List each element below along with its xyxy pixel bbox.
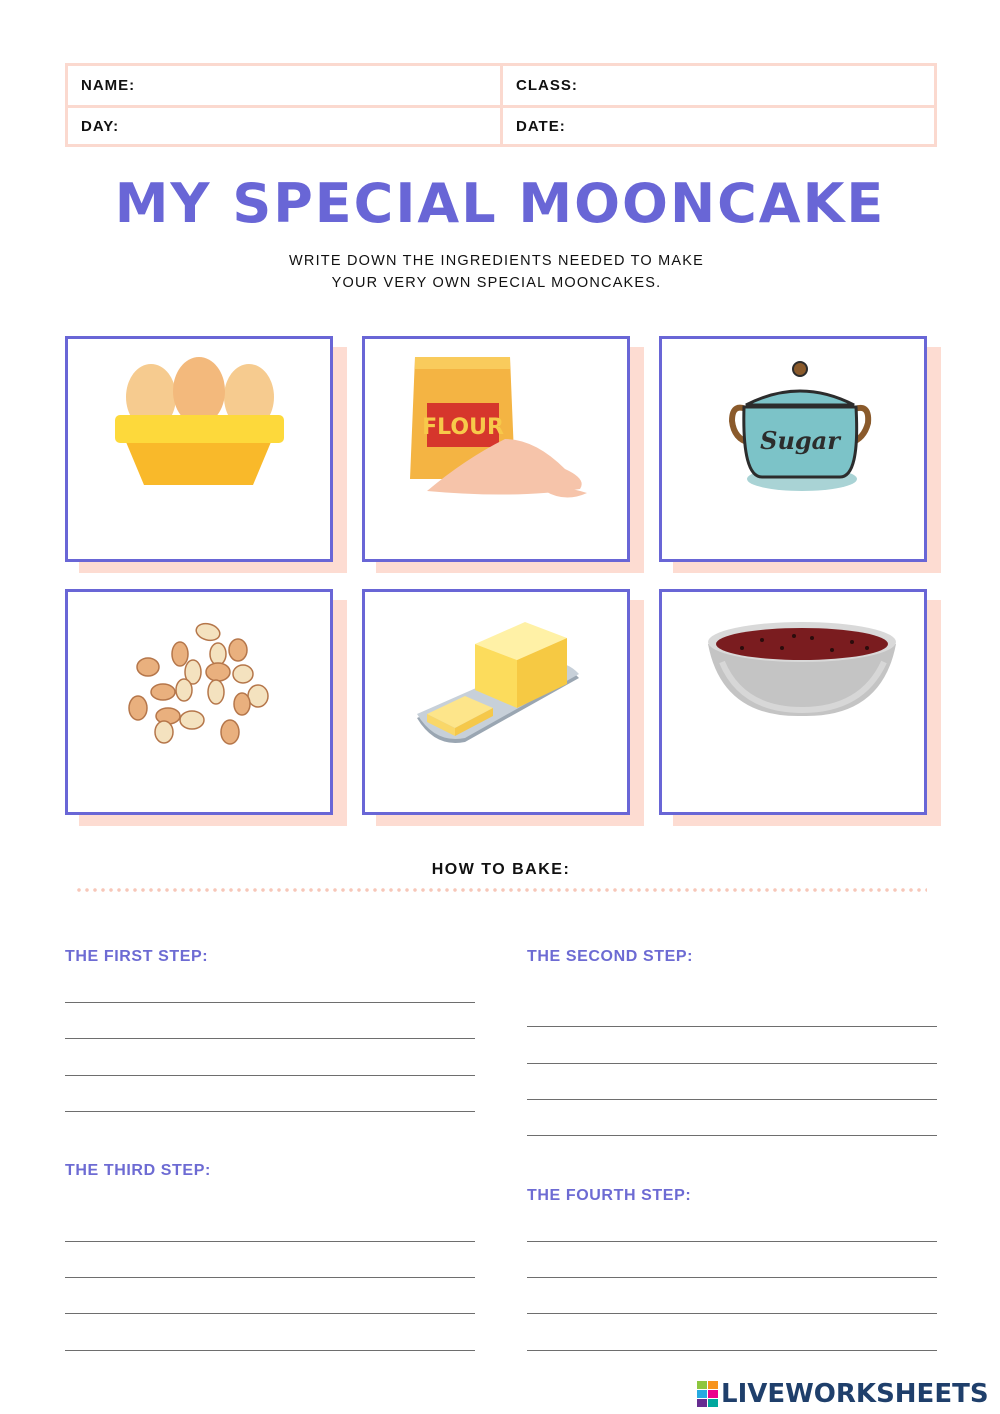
- fourth-step-line[interactable]: [527, 1313, 937, 1314]
- second-step-line[interactable]: [527, 1063, 937, 1064]
- first-step-label: THE FIRST STEP:: [65, 948, 209, 965]
- flour-bag-icon: [365, 339, 627, 559]
- fourth-step-line[interactable]: [527, 1350, 937, 1351]
- instructions-line-2: YOUR VERY OWN SPECIAL MOONCAKES.: [331, 275, 662, 291]
- dotted-divider: [75, 888, 927, 892]
- first-step-line[interactable]: [65, 1075, 475, 1076]
- liveworksheets-logo[interactable]: [697, 1378, 989, 1410]
- card-frame: [659, 589, 927, 815]
- second-step-line[interactable]: [527, 1135, 937, 1136]
- date-field[interactable]: [574, 112, 934, 142]
- third-step-line[interactable]: [65, 1350, 475, 1351]
- info-row-2: [68, 107, 934, 146]
- liveworksheets-brand: LIVEWORKSHEETS: [721, 1379, 989, 1409]
- seeds-icon: [68, 592, 330, 812]
- instructions: [0, 250, 993, 294]
- card-frame: [65, 589, 333, 815]
- third-step-line[interactable]: [65, 1313, 475, 1314]
- card-frame: [362, 336, 630, 562]
- class-cell: [503, 66, 934, 105]
- fourth-step-line[interactable]: [527, 1277, 937, 1278]
- class-field[interactable]: [586, 71, 934, 101]
- card-frame: [659, 336, 927, 562]
- eggs-basket-icon: [68, 339, 330, 559]
- ingredient-card-eggs[interactable]: [65, 336, 333, 562]
- third-step-label: THE THIRD STEP:: [65, 1162, 211, 1179]
- day-field[interactable]: [127, 112, 500, 142]
- sugar-pot-icon: [662, 339, 924, 559]
- ingredient-card-butter[interactable]: [362, 589, 630, 815]
- butter-icon: [365, 592, 627, 812]
- second-step-line[interactable]: [527, 1099, 937, 1100]
- date-label: DATE:: [516, 118, 566, 135]
- page-title: MY SPECIAL MOONCAKE: [114, 172, 886, 235]
- fourth-step-label: THE FOURTH STEP:: [527, 1187, 692, 1204]
- second-step-line[interactable]: [527, 1026, 937, 1027]
- sugar-label: Sugar: [760, 426, 840, 455]
- first-step-line[interactable]: [65, 1038, 475, 1039]
- ingredient-card-red-bean[interactable]: [659, 589, 927, 815]
- info-row-1: [68, 66, 934, 108]
- card-frame: [362, 589, 630, 815]
- day-label: DAY:: [81, 118, 120, 135]
- third-step-line[interactable]: [65, 1277, 475, 1278]
- liveworksheets-badge-icon: [697, 1381, 719, 1407]
- first-step-line[interactable]: [65, 1111, 475, 1112]
- flour-label: FLOUR: [422, 415, 504, 440]
- instructions-line-1: WRITE DOWN THE INGREDIENTS NEEDED TO MAKE: [289, 253, 704, 269]
- first-step-line[interactable]: [65, 1002, 475, 1003]
- class-label: CLASS:: [516, 77, 578, 94]
- date-cell: [503, 107, 934, 146]
- name-label: NAME:: [81, 77, 136, 94]
- card-frame: [65, 336, 333, 562]
- third-step-line[interactable]: [65, 1241, 475, 1242]
- ingredient-card-seeds[interactable]: [65, 589, 333, 815]
- fourth-step-line[interactable]: [527, 1241, 937, 1242]
- name-cell: [68, 66, 503, 105]
- second-step-label: THE SECOND STEP:: [527, 948, 694, 965]
- day-cell: [68, 107, 503, 146]
- how-to-bake-heading: HOW TO BAKE:: [431, 861, 571, 878]
- red-bean-bowl-icon: [662, 592, 924, 812]
- name-field[interactable]: [143, 71, 500, 101]
- student-info-table: [65, 63, 937, 147]
- ingredient-card-flour[interactable]: [362, 336, 630, 562]
- ingredient-card-sugar[interactable]: [659, 336, 927, 562]
